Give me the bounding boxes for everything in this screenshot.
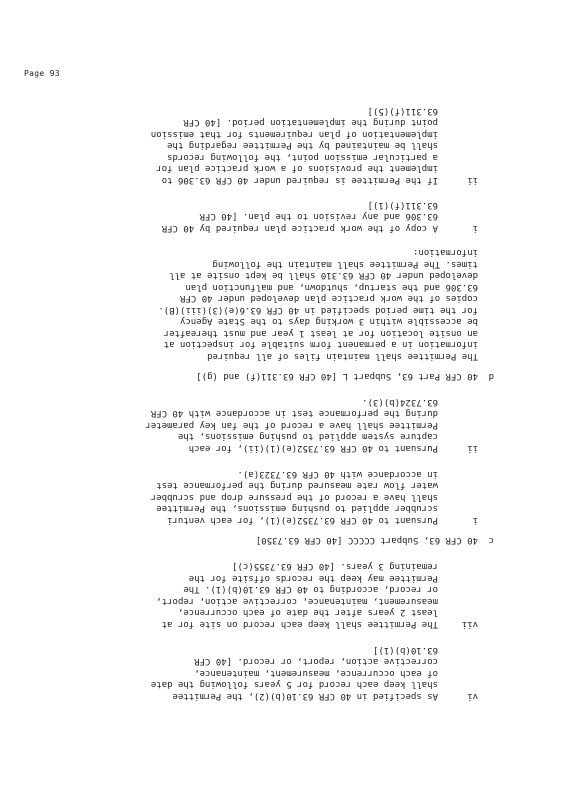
section-heading: 40 CFR Part 63, Subpart L [40 CFR 63.311(f) and (g)]	[196, 371, 478, 381]
paragraph-vii: The Permittee shall keep each record on site for at least 2 years after the date of each occurrence, measurement, maintenance, corrective action, report, or record, according to 40 CFR 63.10(b)(1). The Permittee may keep the records offsite for the remaining 3 years. [40 CFR 63.7355(c)]	[156, 561, 438, 629]
item-marker: ii	[467, 443, 478, 453]
item-marker: i	[472, 515, 478, 525]
item-marker: vii	[461, 619, 478, 629]
item-marker: vi	[467, 691, 478, 701]
section-marker: d	[488, 371, 494, 381]
paragraph-d-ii: If the Permittee is required under 40 CFR 63.306 to implement the provisions of a work practice plan for a particular emission point, the following records shall be maintained by the Permittee regarding the implementation of plan requirements for that emission point during the implementation period. [40 CFR 63.311(f)(5)]	[150, 106, 438, 185]
page-number: Page 93	[24, 69, 60, 78]
paragraph-c-i: Pursuant to 40 CFR 63.7352(e)(1), for each venturi scrubber applied to pushing emissions, the Permittee shall have a record of the pressure drop and scrubber water flow rate measured during the performance test in accordance with 40 CFR 63.7323(a).	[150, 469, 438, 525]
section-heading: 40 CFR 63, Subpart CCCCC [40 CFR 63.7350]	[255, 535, 478, 545]
paragraph-d-intro: The Permittee shall maintain files of all required information in a permanent form suitable for inspection at an onsite location for at least 1 year and must thereafter be accessible within 3 working days to the State Agency for the time period specified in 40 CFR 63.6(e)(3)(iii)(B). copies of the work practice plan developed under 40 CFR 63.306 and the startup, shutdown, and malfunction plan developed under 40 CFR 63.310 shall be kept onsite at all times. The Permittee shall maintain the following information:	[158, 247, 478, 361]
rotated-document-body	[108, 95, 494, 705]
paragraph-d-i: A copy of the work practice plan required by 40 CFR 63.306 and any revision to the plan. [40 CFR 63.311(f)(1)]	[161, 200, 438, 233]
section-marker: c	[488, 535, 494, 545]
item-marker: i	[472, 223, 478, 233]
paragraph-c-ii: Pursuant to 40 CFR 63.7352(e)(1)(ii), for each capture system applied to pushing emissions, the Permittee shall have a record of the fan key parameter during the performance test in accordance with 40 CFR 63.7324(b)(3).	[145, 397, 438, 453]
paragraph-vi: As specified in 40 CFR 63.10(b)(2), the Permittee shall keep each record for 5 years following the date of each occurrence, measurement, maintenance, corrective action, report, or record. [40 CFR 63.10(b)(1)]	[150, 645, 438, 701]
item-marker: ii	[467, 175, 478, 185]
